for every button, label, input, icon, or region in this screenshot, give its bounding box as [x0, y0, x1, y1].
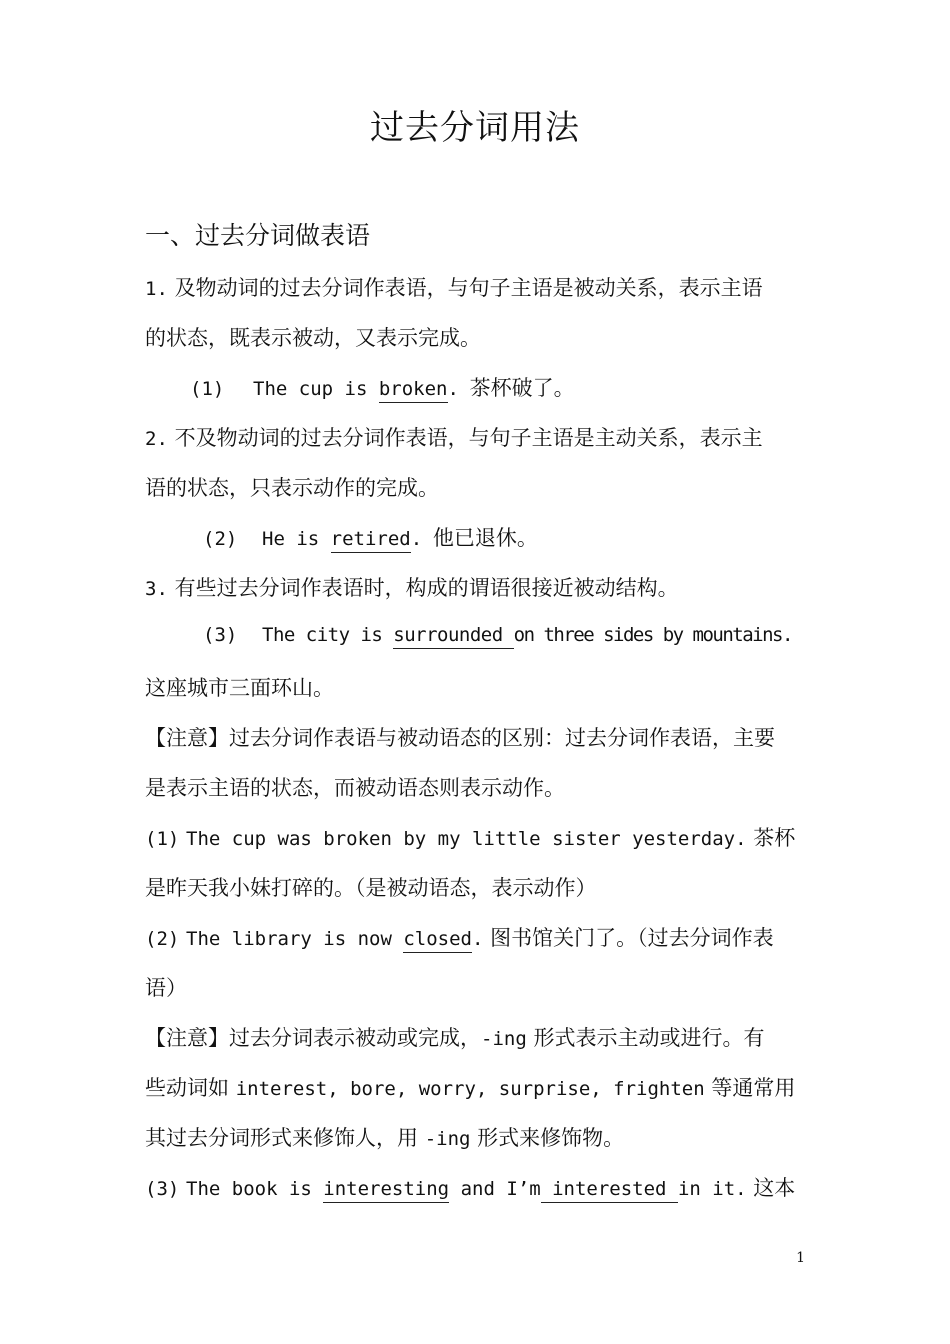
example-text: The cup is	[253, 378, 379, 400]
example-3	[203, 622, 792, 646]
paragraph-1-line-1	[145, 272, 763, 302]
underlined-word: closed	[403, 928, 472, 953]
note-term: interest, bore, worry, surprise, frighten	[235, 1078, 705, 1100]
example-text: The library is now	[186, 928, 404, 950]
example-text: The cup was broken by my little sister yesterday.	[186, 828, 747, 850]
note-text: 【注意】过去分词表示被动或完成，	[145, 1026, 481, 1050]
example-translation: 茶杯	[753, 826, 796, 850]
example-translation: 茶杯破了。	[469, 376, 575, 400]
underlined-word: interesting	[323, 1178, 449, 1203]
example-number: (3)	[203, 624, 238, 646]
section-heading: 一、过去分词做表语	[145, 221, 371, 250]
example-text-end: .	[472, 928, 484, 950]
example-text-end: .	[410, 528, 423, 550]
example-number: (1)	[145, 828, 180, 850]
note-text: 形式表示主动或进行。有	[533, 1026, 765, 1050]
example-text: and I’m	[449, 1178, 541, 1200]
paragraph-3-line-1	[145, 572, 679, 602]
note-example-2-translation: 语）	[145, 976, 187, 1000]
underlined-word: retired	[331, 528, 411, 553]
example-text-end: .	[447, 378, 459, 400]
item-number: 1.	[145, 278, 168, 300]
note-text: 等通常用	[711, 1076, 796, 1100]
page-number: 1	[796, 1250, 805, 1266]
example-text: The city is	[262, 624, 394, 646]
underlined-word: surrounded	[393, 624, 513, 649]
item-number: 3.	[145, 578, 168, 600]
example-2	[203, 522, 538, 552]
example-number: (1)	[190, 378, 225, 400]
example-number: (3)	[145, 1178, 180, 1200]
example-text-end: in it.	[677, 1178, 747, 1200]
example-text: The book is	[186, 1178, 324, 1200]
note-example-3	[145, 1172, 795, 1202]
note-example-1-translation: 是昨天我小妹打碎的。（是被动语态，表示动作）	[145, 876, 597, 900]
paragraph-2-line-1	[145, 422, 763, 452]
example-number: (2)	[203, 528, 238, 550]
note-2-line-3	[145, 1122, 624, 1152]
paragraph-text: 有些过去分词作表语时，构成的谓语很接近被动结构。	[174, 576, 679, 600]
example-translation: 这本	[753, 1176, 796, 1200]
note-2-line-1	[145, 1022, 764, 1052]
note-text: 其过去分词形式来修饰人，用	[145, 1126, 418, 1150]
underlined-word: broken	[379, 378, 448, 403]
note-example-1	[145, 822, 795, 852]
note-term: -ing	[481, 1028, 527, 1050]
note-2-line-2	[145, 1072, 795, 1102]
paragraph-text: 及物动词的过去分词作表语，与句子主语是被动关系，表示主语	[174, 276, 763, 300]
example-number: (2)	[145, 928, 180, 950]
example-1	[190, 372, 575, 402]
item-number: 2.	[145, 428, 168, 450]
note-example-2	[145, 922, 774, 952]
example-text: He is	[262, 528, 331, 550]
note-text: 些动词如	[145, 1076, 229, 1100]
example-text-end: on three sides by mountains.	[513, 624, 792, 646]
example-translation: 他已退休。	[432, 526, 538, 550]
note-1-line-1: 【注意】过去分词作表语与被动语态的区别：过去分词作表语，主要	[145, 726, 775, 750]
underlined-word: interested	[541, 1178, 678, 1203]
document-title: 过去分词用法	[370, 108, 580, 148]
note-1-line-2: 是表示主语的状态，而被动语态则表示动作。	[145, 776, 565, 800]
example-3-translation: 这座城市三面环山。	[145, 676, 334, 700]
paragraph-text: 不及物动词的过去分词作表语，与句子主语是主动关系，表示主	[174, 426, 763, 450]
note-text: 形式来修饰物。	[477, 1126, 625, 1150]
note-term: -ing	[424, 1128, 471, 1150]
paragraph-1-line-2: 的状态，既表示被动，又表示完成。	[145, 326, 481, 350]
example-translation: 图书馆关门了。（过去分词作表	[490, 926, 774, 950]
paragraph-2-line-2: 语的状态，只表示动作的完成。	[145, 476, 439, 500]
